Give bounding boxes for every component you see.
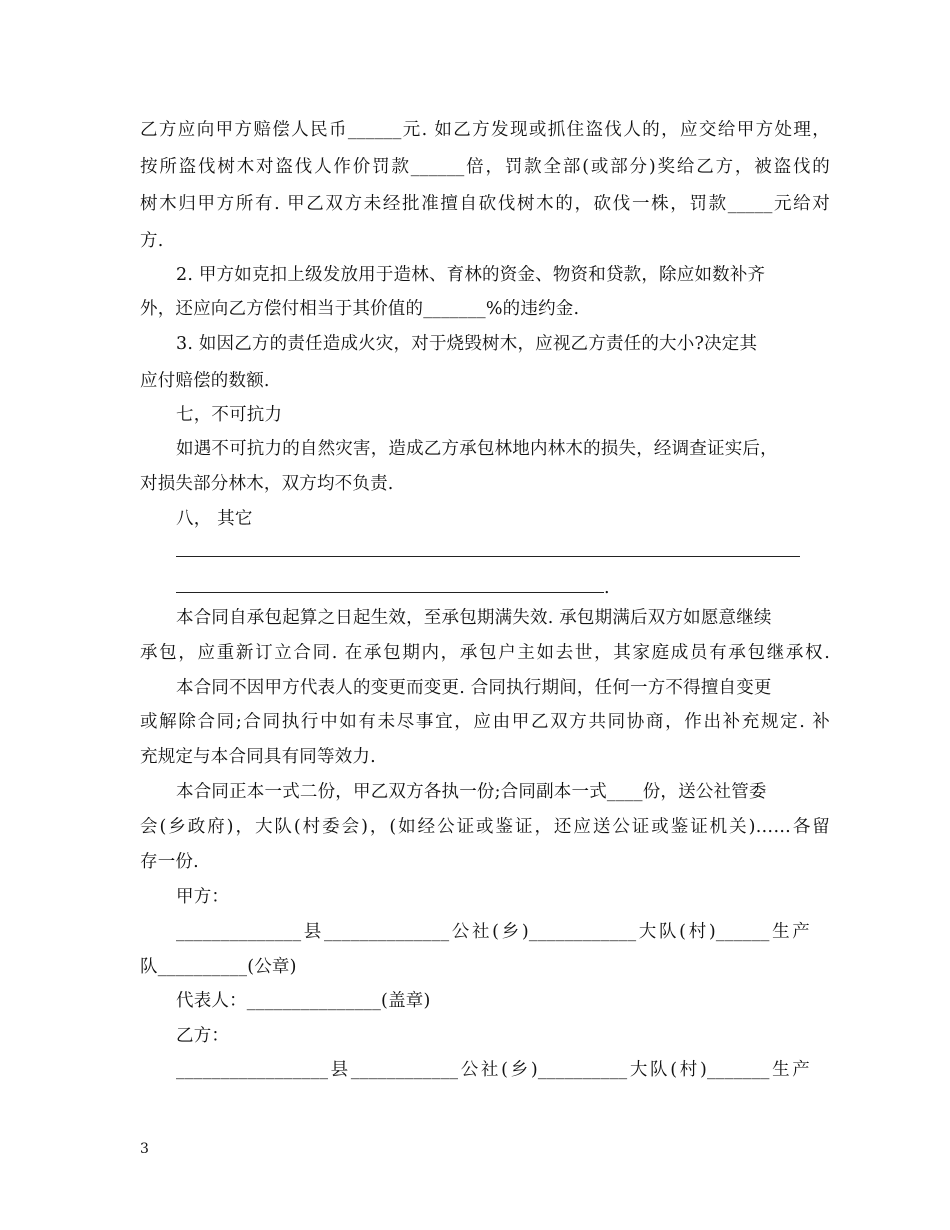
party-a-label: 甲方：	[176, 887, 230, 907]
party-b-address: _________________县____________公社(乡)__________大队(村)_______生产	[176, 1060, 810, 1080]
text-line: 2. 甲方如克扣上级发放用于造林、育林的资金、物资和贷款，除应如数补齐	[176, 265, 766, 285]
text-line: 如遇不可抗力的自然灾害，造成乙方承包林地内林木的损失，经调查证实后，	[176, 439, 778, 459]
representative-line: 代表人：_______________(盖章)	[176, 991, 431, 1011]
text-line: 或解除合同;合同执行中如有未尽事宜，应由甲乙双方共同协商，作出补充规定. 补	[140, 712, 830, 732]
blank-rule	[176, 592, 604, 593]
text-line: 乙方应向甲方赔偿人民币______元. 如乙方发现或抓住盗伐人的，应交给甲方处理，	[140, 120, 830, 140]
party-b-label: 乙方：	[176, 1026, 230, 1046]
text-line: 本合同自承包起算之日起生效，至承包期满失效. 承包期满后双方如愿意继续	[176, 608, 772, 628]
page-number: 3	[140, 1141, 149, 1157]
text-line: 外，还应向乙方偿付相当于其价值的_______%的违约金.	[140, 299, 580, 319]
text-line: 方.	[140, 231, 164, 251]
section-heading: 七，不可抗力	[176, 405, 283, 425]
text-line: 本合同不因甲方代表人的变更而变更. 合同执行期间，任何一方不得擅自变更	[176, 678, 772, 698]
text-line: 本合同正本一式二份，甲乙双方各执一份;合同副本一式____份，送公社管委	[176, 782, 767, 802]
text-line: 会(乡政府)，大队(村委会)，(如经公证或鉴证，还应送公证或鉴证机关)……各留	[140, 817, 830, 837]
party-a-address: ______________县______________公社(乡)____________大队(村)______生产	[176, 922, 810, 942]
party-a-seal: 队__________(公章)	[140, 957, 297, 977]
text-line: 按所盗伐树木对盗伐人作价罚款______倍，罚款全部(或部分)奖给乙方，被盗伐的	[140, 157, 830, 177]
text-line: 树木归甲方所有. 甲乙双方未经批准擅自砍伐树木的，砍伐一株，罚款_____元给对	[140, 194, 830, 214]
text-line: 存一份.	[140, 852, 199, 872]
text-line: 对损失部分林木，双方均不负责.	[140, 474, 394, 494]
text-line: 3. 如因乙方的责任造成火灾，对于烧毁树木，应视乙方责任的大小?决定其	[176, 334, 758, 354]
text-line: 充规定与本合同具有同等效力.	[140, 747, 376, 767]
section-heading: 八， 其它	[176, 509, 253, 529]
text-line: 承包，应重新订立合同. 在承包期内，承包户主如去世，其家庭成员有承包继承权.	[140, 643, 830, 663]
blank-rule	[176, 556, 800, 557]
text-line: .	[604, 578, 610, 598]
text-line: 应付赔偿的数额.	[140, 371, 270, 391]
